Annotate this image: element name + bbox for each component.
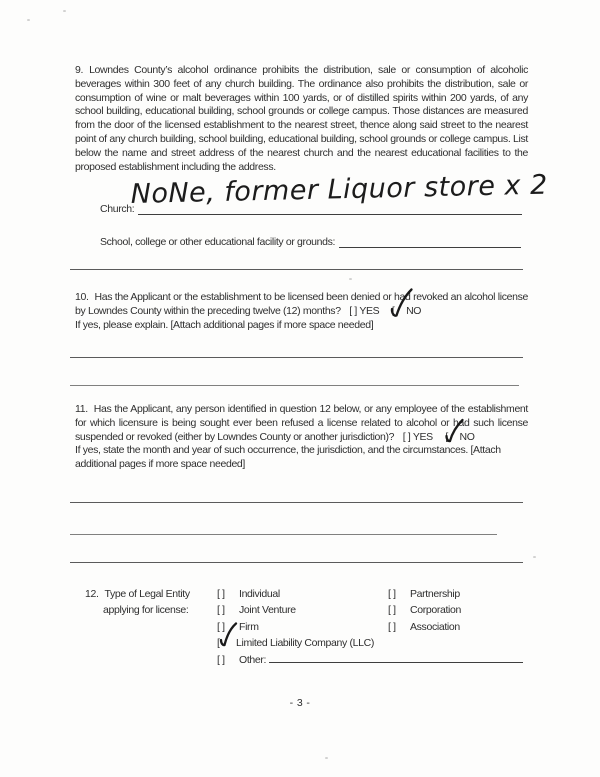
question-11-text: Has the Applicant, any person identified in question 12 below, or any employee of the establishment for which licensure is being sought ever been refused a license related to alcohol or had such license suspended or revoked (either by Lowndes County or another jurisdiction)? <box>75 403 528 443</box>
q12-option-joint-venture[interactable]: [ ] Joint Venture <box>217 604 296 617</box>
q12-option-other[interactable]: [ ] Other: <box>217 652 523 668</box>
scan-speck <box>325 757 328 759</box>
school-field-line[interactable] <box>339 235 521 248</box>
church-label: Church: <box>100 203 135 215</box>
q12-option-llc[interactable]: [ Limited Liability Company (LLC) <box>217 635 523 651</box>
page-number: - 3 - <box>289 697 311 709</box>
question-9-paragraph <box>75 64 528 174</box>
question-9-text: Lowndes County’s alcohol ordinance prohibits the distribution, sale or consumption of alcoholic beverages within 300 feet of any church building. The ordinance also prohibits the distribution, sale or consumption of wine or malt beverages within 100 yards, or of distilled spirits within 200 yards, of any school building, educational building, school grounds or college campus. Those distances are measured from the door of the licensed establishment to the nearest street, thence along said street to the nearest point of any church building, school building, educational building, school grounds or college campus. List below the name and street address of the nearest church and the nearest educational facilities to the proposed establishment including the address. <box>75 64 528 173</box>
q12-option-association[interactable]: [ ] Association <box>388 620 460 633</box>
q10-yes-checkbox[interactable]: [ ] YES <box>349 304 380 317</box>
q12-option-firm[interactable]: [ ] Firm <box>217 620 259 633</box>
question-10-text: Has the Applicant or the establishment to be licensed been denied or had revoked an alcohol license by Lowndes County within the preceding twelve (12) months? <box>75 291 528 317</box>
q12-entity-column-2 <box>388 586 461 635</box>
school-continuation-line[interactable] <box>70 269 523 270</box>
question-10-paragraph <box>75 291 528 332</box>
q10-no-checkbox[interactable] <box>392 305 421 317</box>
q10-explanation-line[interactable] <box>70 357 523 358</box>
q11-no-checkbox[interactable] <box>445 431 474 443</box>
q10-no-label: NO <box>406 304 422 317</box>
q12-option-partnership[interactable]: [ ] Partnership <box>388 588 460 600</box>
scan-speck <box>63 10 66 12</box>
scan-speck <box>533 556 536 558</box>
q11-yes-checkbox[interactable]: [ ] YES <box>402 430 433 443</box>
school-facility-label: School, college or other educational facility or grounds: <box>100 236 336 248</box>
q11-no-bracket: [ <box>445 430 448 443</box>
question-10-number: 10. <box>75 291 89 303</box>
scan-speck <box>27 19 30 21</box>
question-10-followup: If yes, please explain. [Attach additional pages if more space needed] <box>75 318 374 331</box>
question-12-label-line2: applying for license: <box>103 604 189 617</box>
question-12-label <box>85 586 190 619</box>
q10-explanation-line[interactable] <box>70 385 519 386</box>
question-11-followup: If yes, state the month and year of such occurrence, the jurisdiction, and the circumstances. [Attach additional pages if more space needed] <box>75 444 501 471</box>
question-9-number: 9. <box>75 64 84 76</box>
q12-option-corporation[interactable]: [ ] Corporation <box>388 604 462 617</box>
q10-no-bracket: [ <box>391 304 395 317</box>
question-11-number: 11. <box>75 403 88 415</box>
school-field-row <box>100 235 521 248</box>
question-12-label-line1: Type of Legal Entity <box>104 588 190 600</box>
q11-explanation-line[interactable] <box>70 534 497 535</box>
church-handwritten-answer: NoNe, former Liquor store x 2 <box>130 169 549 210</box>
q11-explanation-line[interactable] <box>70 562 523 563</box>
scan-speck <box>349 278 352 280</box>
question-12-number: 12. <box>85 588 99 600</box>
q12-entity-column-1 <box>217 586 523 668</box>
q11-explanation-line[interactable] <box>70 502 523 503</box>
q11-no-label: NO <box>459 430 475 443</box>
q12-other-field-line[interactable] <box>269 652 523 663</box>
q12-option-individual[interactable]: [ ] Individual <box>217 588 280 600</box>
question-11-paragraph <box>75 403 528 472</box>
